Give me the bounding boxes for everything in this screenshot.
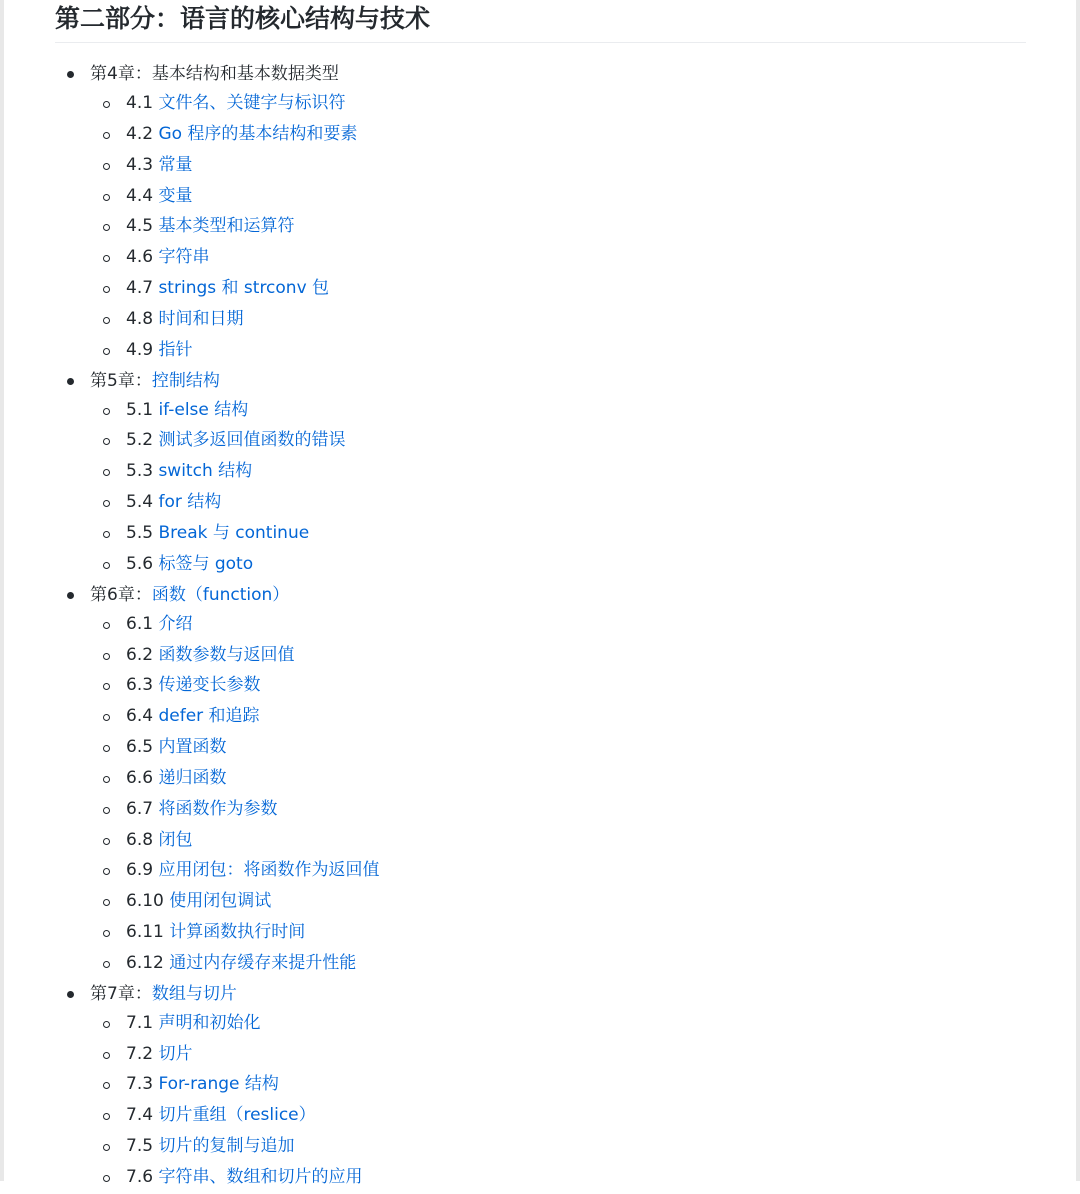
section-item <box>0 887 1080 918</box>
section-line <box>126 733 226 762</box>
section-item <box>0 1009 1080 1040</box>
section-line <box>126 182 192 211</box>
bullet-circle-icon <box>103 562 110 569</box>
section-line <box>126 120 357 149</box>
section-number: 7.6 <box>126 1167 154 1187</box>
bullet-circle-icon <box>103 348 110 355</box>
section-number: 7.3 <box>126 1074 154 1095</box>
section-item <box>0 550 1080 581</box>
bullet-disc-icon <box>67 71 74 78</box>
bullet-disc-icon <box>67 378 74 385</box>
chapter-line <box>90 581 289 610</box>
section-number: 6.12 <box>126 952 164 973</box>
chapter-title-link[interactable]: 函数（function） <box>151 584 290 605</box>
section-line <box>126 212 294 241</box>
section-title-link[interactable]: 字符串、数组和切片的应用 <box>158 1167 363 1187</box>
section-line <box>126 1132 294 1161</box>
bullet-disc-icon <box>67 592 74 599</box>
section-title-link[interactable]: 基本类型和运算符 <box>158 216 295 237</box>
section-item <box>0 1040 1080 1071</box>
section-number: 5.2 <box>126 430 154 451</box>
section-item <box>0 120 1080 151</box>
section-line <box>126 274 329 303</box>
bullet-circle-icon <box>103 132 110 139</box>
bullet-circle-icon <box>103 317 110 324</box>
section-title-link[interactable]: 通过内存缓存来提升性能 <box>169 952 357 973</box>
section-number: 6.3 <box>126 675 154 696</box>
chapter-title: 基本结构和基本数据类型 <box>151 64 339 84</box>
section-item <box>0 274 1080 305</box>
section-item <box>0 336 1080 367</box>
section-item <box>0 671 1080 702</box>
section-number: 4.6 <box>126 247 154 268</box>
section-title-link[interactable]: 传递变长参数 <box>158 675 261 696</box>
section-number: 4.3 <box>126 154 154 175</box>
section-title-link[interactable]: 计算函数执行时间 <box>169 922 306 943</box>
section-line <box>126 89 345 118</box>
bullet-circle-icon <box>103 653 110 660</box>
bullet-circle-icon <box>103 838 110 845</box>
section-number: 5.1 <box>126 399 154 420</box>
section-number: 5.5 <box>126 522 154 543</box>
section-number: 4.9 <box>126 339 154 360</box>
bullet-circle-icon <box>103 1052 110 1059</box>
section-title-link[interactable]: 切片重组（reslice） <box>158 1105 316 1126</box>
bullet-circle-icon <box>103 714 110 721</box>
section-title-link[interactable]: 字符串 <box>158 247 210 268</box>
section-number: 6.11 <box>126 922 164 943</box>
section-line <box>126 826 192 855</box>
section-item <box>0 1163 1080 1194</box>
section-item <box>0 918 1080 949</box>
chapter-line <box>90 367 220 396</box>
chapter-item <box>0 60 1080 89</box>
section-number: 4.1 <box>126 93 154 113</box>
section-heading: 第二部分：语言的核心结构与技术 <box>55 0 1026 43</box>
section-line <box>126 336 192 365</box>
section-number: 6.2 <box>126 644 154 665</box>
bullet-circle-icon <box>103 194 110 201</box>
section-item <box>0 702 1080 733</box>
section-item <box>0 89 1080 120</box>
section-item <box>0 488 1080 519</box>
section-item <box>0 610 1080 641</box>
section-line <box>126 671 260 700</box>
section-line <box>126 243 209 272</box>
section-item <box>0 1132 1080 1163</box>
section-item <box>0 826 1080 857</box>
section-line <box>126 396 248 425</box>
bullet-circle-icon <box>103 286 110 293</box>
section-title-link[interactable]: 切片 <box>158 1043 193 1064</box>
section-line <box>126 305 243 334</box>
bullet-circle-icon <box>103 1144 110 1151</box>
section-number: 7.4 <box>126 1105 154 1126</box>
section-number: 4.7 <box>126 278 154 299</box>
section-title-link[interactable]: Break 与 continue <box>158 522 310 543</box>
section-item <box>0 1101 1080 1132</box>
section-line <box>126 795 277 824</box>
section-item <box>0 396 1080 427</box>
section-item <box>0 457 1080 488</box>
section-title-link[interactable]: 闭包 <box>158 829 193 850</box>
section-title-link[interactable]: 介绍 <box>158 613 193 634</box>
bullet-circle-icon <box>103 807 110 814</box>
section-title-link[interactable]: 声明和初始化 <box>158 1012 261 1033</box>
bullet-circle-icon <box>103 531 110 538</box>
chapter-prefix: 第6章： <box>90 584 152 605</box>
section-number: 6.7 <box>126 798 154 819</box>
section-item <box>0 1070 1080 1101</box>
section-line <box>126 949 356 978</box>
bullet-disc-icon <box>67 991 74 998</box>
section-number: 6.4 <box>126 706 154 727</box>
section-number: 6.1 <box>126 613 154 634</box>
section-title-link[interactable]: 时间和日期 <box>158 308 244 329</box>
section-number: 7.1 <box>126 1012 154 1033</box>
bullet-circle-icon <box>103 101 110 108</box>
chapter-prefix: 第5章： <box>90 370 152 391</box>
chapter-prefix: 第4章： <box>90 64 152 84</box>
section-item <box>0 426 1080 457</box>
chapter-line <box>90 60 339 89</box>
section-number: 6.10 <box>126 891 164 912</box>
section-line <box>126 641 294 670</box>
section-number: 5.3 <box>126 461 154 482</box>
section-line <box>126 1101 316 1130</box>
section-number: 4.8 <box>126 308 154 329</box>
section-line <box>126 550 253 579</box>
bullet-circle-icon <box>103 745 110 752</box>
section-number: 5.4 <box>126 492 154 513</box>
bullet-circle-icon <box>103 622 110 629</box>
section-item <box>0 212 1080 243</box>
section-line <box>126 887 271 916</box>
section-line <box>126 1009 260 1038</box>
chapter-item <box>0 367 1080 396</box>
bullet-circle-icon <box>103 961 110 968</box>
section-number: 7.2 <box>126 1043 154 1064</box>
section-line <box>126 856 379 885</box>
chapter-line <box>90 980 237 1009</box>
section-title-link[interactable]: 应用闭包：将函数作为返回值 <box>158 860 380 881</box>
bullet-circle-icon <box>103 1113 110 1120</box>
section-number: 5.6 <box>126 553 154 574</box>
section-line <box>126 488 221 517</box>
section-title-link[interactable]: 内置函数 <box>158 737 227 758</box>
section-title-link[interactable]: 测试多返回值函数的错误 <box>158 430 346 451</box>
section-line <box>126 764 226 793</box>
section-title-link[interactable]: for 结构 <box>158 492 222 513</box>
chapter-item <box>0 581 1080 610</box>
section-line <box>126 457 252 486</box>
section-number: 6.6 <box>126 767 154 788</box>
section-line <box>126 1040 192 1069</box>
section-title-link[interactable]: 标签与 goto <box>158 553 254 574</box>
section-line <box>126 702 260 731</box>
section-number: 6.8 <box>126 829 154 850</box>
bullet-circle-icon <box>103 469 110 476</box>
section-title-link[interactable]: 使用闭包调试 <box>169 891 272 912</box>
section-line <box>126 610 192 639</box>
section-item <box>0 151 1080 182</box>
bullet-circle-icon <box>103 1021 110 1028</box>
chapter-prefix: 第7章： <box>90 983 152 1004</box>
bullet-circle-icon <box>103 408 110 415</box>
chapter-title-link[interactable]: 数组与切片 <box>151 983 237 1004</box>
section-line <box>126 519 309 548</box>
section-item <box>0 795 1080 826</box>
section-title-link[interactable]: 切片的复制与追加 <box>158 1136 295 1157</box>
section-title-link[interactable]: strings 和 strconv 包 <box>158 278 330 299</box>
section-line <box>126 918 305 947</box>
section-title-link[interactable]: 将函数作为参数 <box>158 798 278 819</box>
section-title-link[interactable]: 文件名、关键字与标识符 <box>158 93 346 113</box>
section-item <box>0 182 1080 213</box>
section-item <box>0 764 1080 795</box>
bullet-circle-icon <box>103 255 110 262</box>
section-title-link[interactable]: For-range 结构 <box>158 1074 279 1095</box>
bullet-circle-icon <box>103 438 110 445</box>
section-number: 7.5 <box>126 1136 154 1157</box>
section-title-link[interactable]: 常量 <box>158 154 193 175</box>
bullet-circle-icon <box>103 224 110 231</box>
section-title-link[interactable]: 函数参数与返回值 <box>158 644 295 665</box>
section-line <box>126 1070 279 1099</box>
section-title-link[interactable]: Go 程序的基本结构和要素 <box>158 123 358 144</box>
section-title-link[interactable]: 变量 <box>158 185 193 206</box>
section-item <box>0 949 1080 980</box>
chapter-title-link[interactable]: 控制结构 <box>151 370 220 391</box>
section-line <box>126 1163 362 1192</box>
section-number: 4.4 <box>126 185 154 206</box>
bullet-circle-icon <box>103 683 110 690</box>
section-title-link[interactable]: defer 和追踪 <box>158 706 260 727</box>
section-title-link[interactable]: switch 结构 <box>158 461 253 482</box>
section-item <box>0 641 1080 672</box>
section-item <box>0 733 1080 764</box>
section-number: 6.5 <box>126 737 154 758</box>
section-title-link[interactable]: if-else 结构 <box>158 399 249 420</box>
section-title-link[interactable]: 递归函数 <box>158 767 227 788</box>
bullet-circle-icon <box>103 930 110 937</box>
section-line <box>126 151 192 180</box>
section-item <box>0 243 1080 274</box>
section-number: 4.5 <box>126 216 154 237</box>
chapter-item <box>0 980 1080 1009</box>
bullet-circle-icon <box>103 899 110 906</box>
section-title-link[interactable]: 指针 <box>158 339 193 360</box>
bullet-circle-icon <box>103 163 110 170</box>
section-line <box>126 426 345 455</box>
section-number: 4.2 <box>126 123 154 144</box>
section-number: 6.9 <box>126 860 154 881</box>
bullet-circle-icon <box>103 868 110 875</box>
section-item <box>0 856 1080 887</box>
table-of-contents <box>0 60 1080 1194</box>
section-item <box>0 519 1080 550</box>
bullet-circle-icon <box>103 500 110 507</box>
bullet-circle-icon <box>103 1082 110 1089</box>
bullet-circle-icon <box>103 776 110 783</box>
section-item <box>0 305 1080 336</box>
